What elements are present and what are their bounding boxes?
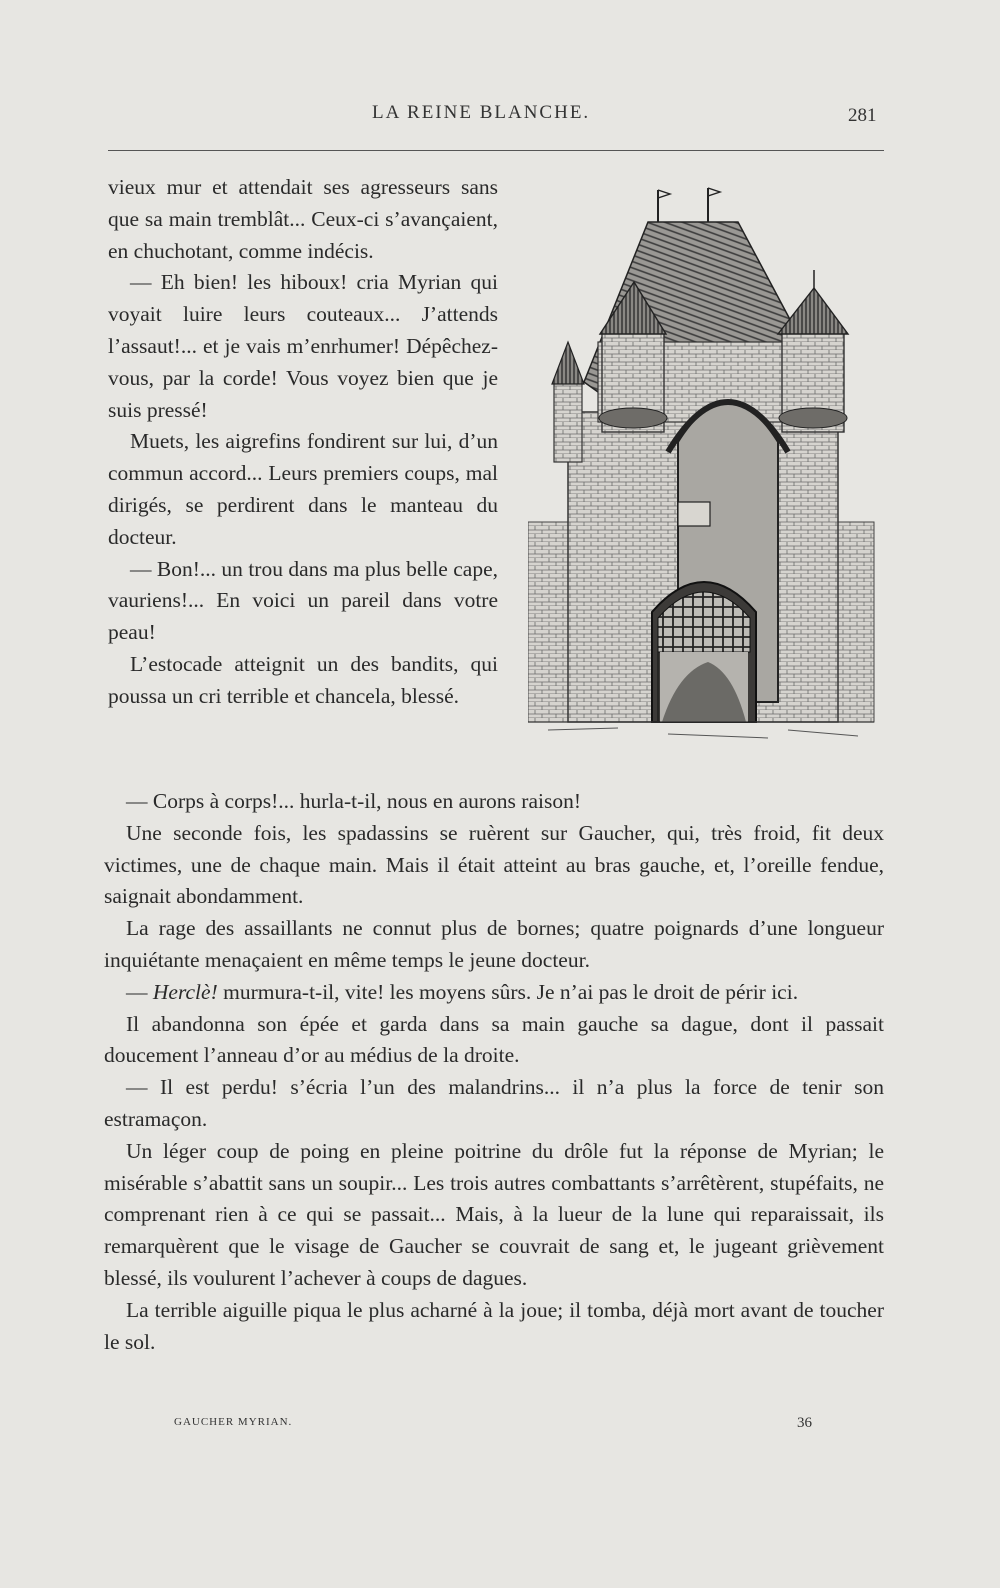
running-title: LA REINE BLANCHE. — [372, 102, 591, 123]
narrow-text-column — [108, 172, 498, 713]
paragraph: — Eh bien! les hiboux! cria Myrian qui voyait luire leurs couteaux... J’attends l’assaut!... et je vais m’enrhumer! Dépêchez-vous, par la corde! Vous voyez bien que je suis pressé! — [108, 270, 498, 422]
italic-exclamation: Herclè! — [152, 979, 218, 1004]
header-rule — [108, 150, 884, 151]
paragraph: L’estocade atteignit un des bandits, qui poussa un cri terrible et chancela, blessé. — [108, 651, 498, 708]
dash: — — [126, 979, 153, 1004]
paragraph: Il abandonna son épée et garda dans sa main gauche sa dague, dont il passait doucement l’anneau d’or au médius de la droite. — [104, 1011, 884, 1068]
paragraph: — Il est perdu! s’écria l’un des malandrins... il n’a plus la force de tenir son estramaçon. — [104, 1075, 884, 1131]
castle-gate-tower-engraving-icon — [528, 182, 880, 742]
paragraph: vieux mur et attendait ses agresseurs sans que sa main tremblât... Ceux-ci s’avançaient, en chuchotant, comme indécis. — [108, 175, 498, 263]
paragraph: Une seconde fois, les spadassins se ruèrent sur Gaucher, qui, très froid, fit deux victimes, une de chaque main. Mais il était atteint au bras gauche, et, l’oreille fendue, saignait abondamment. — [104, 820, 884, 909]
paragraph-rest: murmura-t-il, vite! les moyens sûrs. Je n’ai pas le droit de périr ici. — [217, 979, 799, 1004]
paragraph: Un léger coup de poing en pleine poitrine du drôle fut la réponse de Myrian; le misérable s’abattit sans un soupir... Les trois autres combattants s’arrêtèrent, stupéfaits, ne comprenant rien à ce qui se passait... Mais, à la lueur de la lune qui reparaissait, ils remarquèrent que le visage de Gaucher se couvrait de sang et, le jugeant grièvement blessé, ils voulurent l’achever à coups de dagues. — [104, 1138, 884, 1290]
paragraph: Muets, les aigrefins fondirent sur lui, d’un commun accord... Leurs premiers coups, mal dirigés, se perdirent dans le manteau du docteur. — [108, 429, 498, 549]
full-text-column — [104, 786, 884, 1358]
signature-mark: GAUCHER MYRIAN. — [174, 1416, 293, 1428]
paragraph: La rage des assaillants ne connut plus de bornes; quatre poignards d’une longueur inquiétante menaçaient en même temps le jeune docteur. — [104, 916, 884, 972]
page-number: 281 — [848, 105, 877, 126]
paragraph: La terrible aiguille piqua le plus acharné à la joue; il tomba, déjà mort avant de toucher le sol. — [104, 1297, 884, 1354]
paragraph: — Bon!... un trou dans ma plus belle cape, vauriens!... En voici un pareil dans votre peau! — [108, 556, 498, 645]
paragraph — [104, 977, 884, 1009]
paragraph: — Corps à corps!... hurla-t-il, nous en aurons raison! — [126, 789, 581, 813]
sheet-number: 36 — [797, 1415, 812, 1431]
